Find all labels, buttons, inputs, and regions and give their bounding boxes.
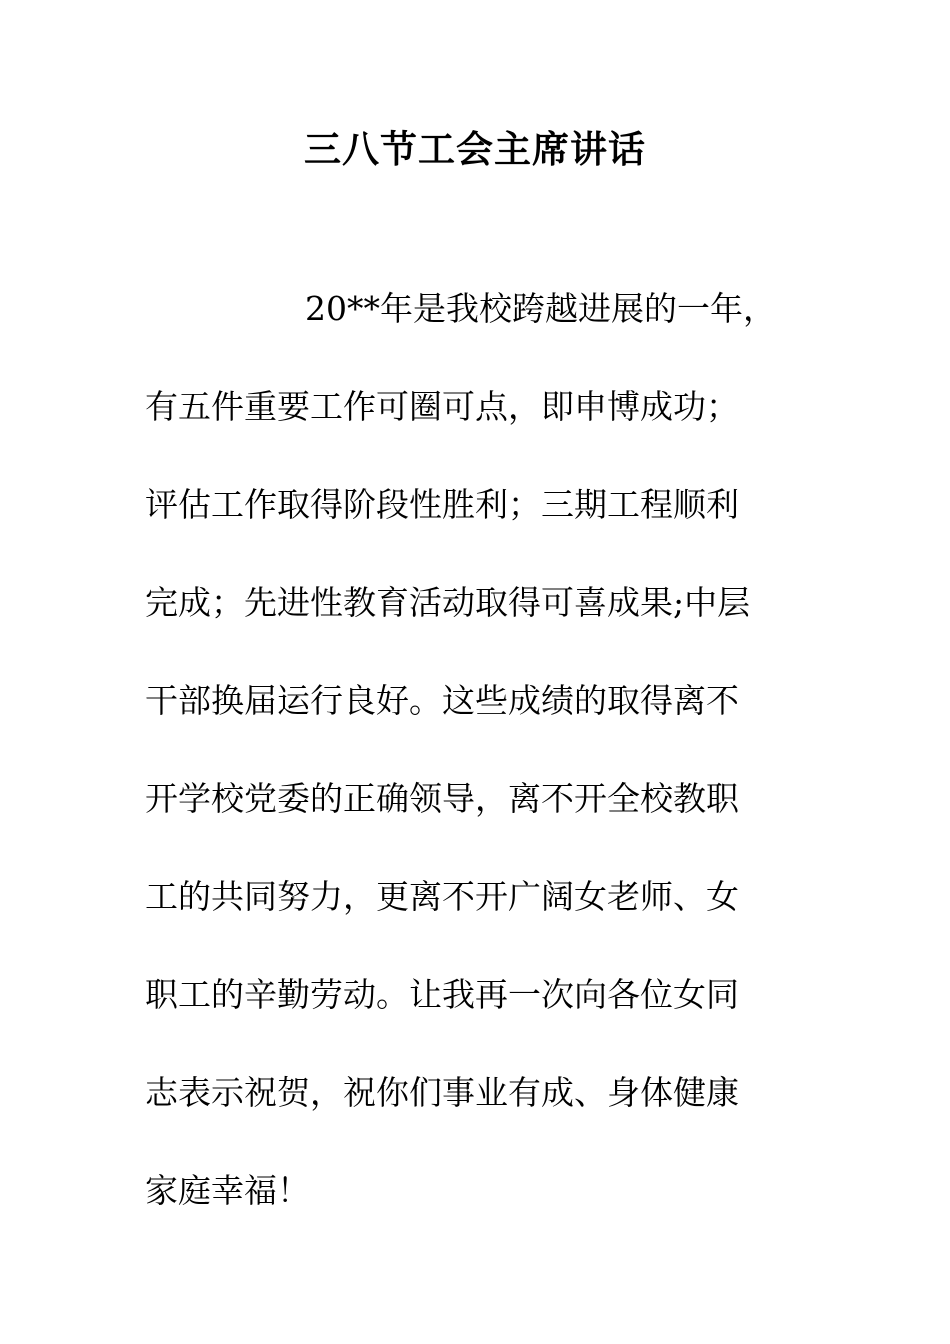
paragraph-line: 20**年是我校跨越进展的一年，	[305, 289, 776, 328]
paragraph-line: 工的共同努力，更离不开广阔女老师、女	[145, 877, 739, 916]
paragraph-line: 家庭幸福！	[145, 1171, 310, 1210]
document-title: 三八节工会主席讲话	[304, 128, 646, 171]
paragraph-line: 完成；先进性教育活动取得可喜成果;中层	[145, 583, 751, 622]
paragraph-line: 干部换届运行良好。这些成绩的取得离不	[145, 681, 739, 720]
paragraph-line: 开学校党委的正确领导，离不开全校教职	[145, 779, 739, 818]
paragraph-line: 评估工作取得阶段性胜利；三期工程顺利	[145, 485, 739, 524]
paragraph-line: 职工的辛勤劳动。让我再一次向各位女同	[145, 975, 739, 1014]
paragraph-line: 志表示祝贺，祝你们事业有成、身体健康	[145, 1073, 739, 1112]
paragraph-line: 有五件重要工作可圈可点，即申博成功；	[145, 387, 739, 426]
document-body	[145, 260, 810, 1240]
